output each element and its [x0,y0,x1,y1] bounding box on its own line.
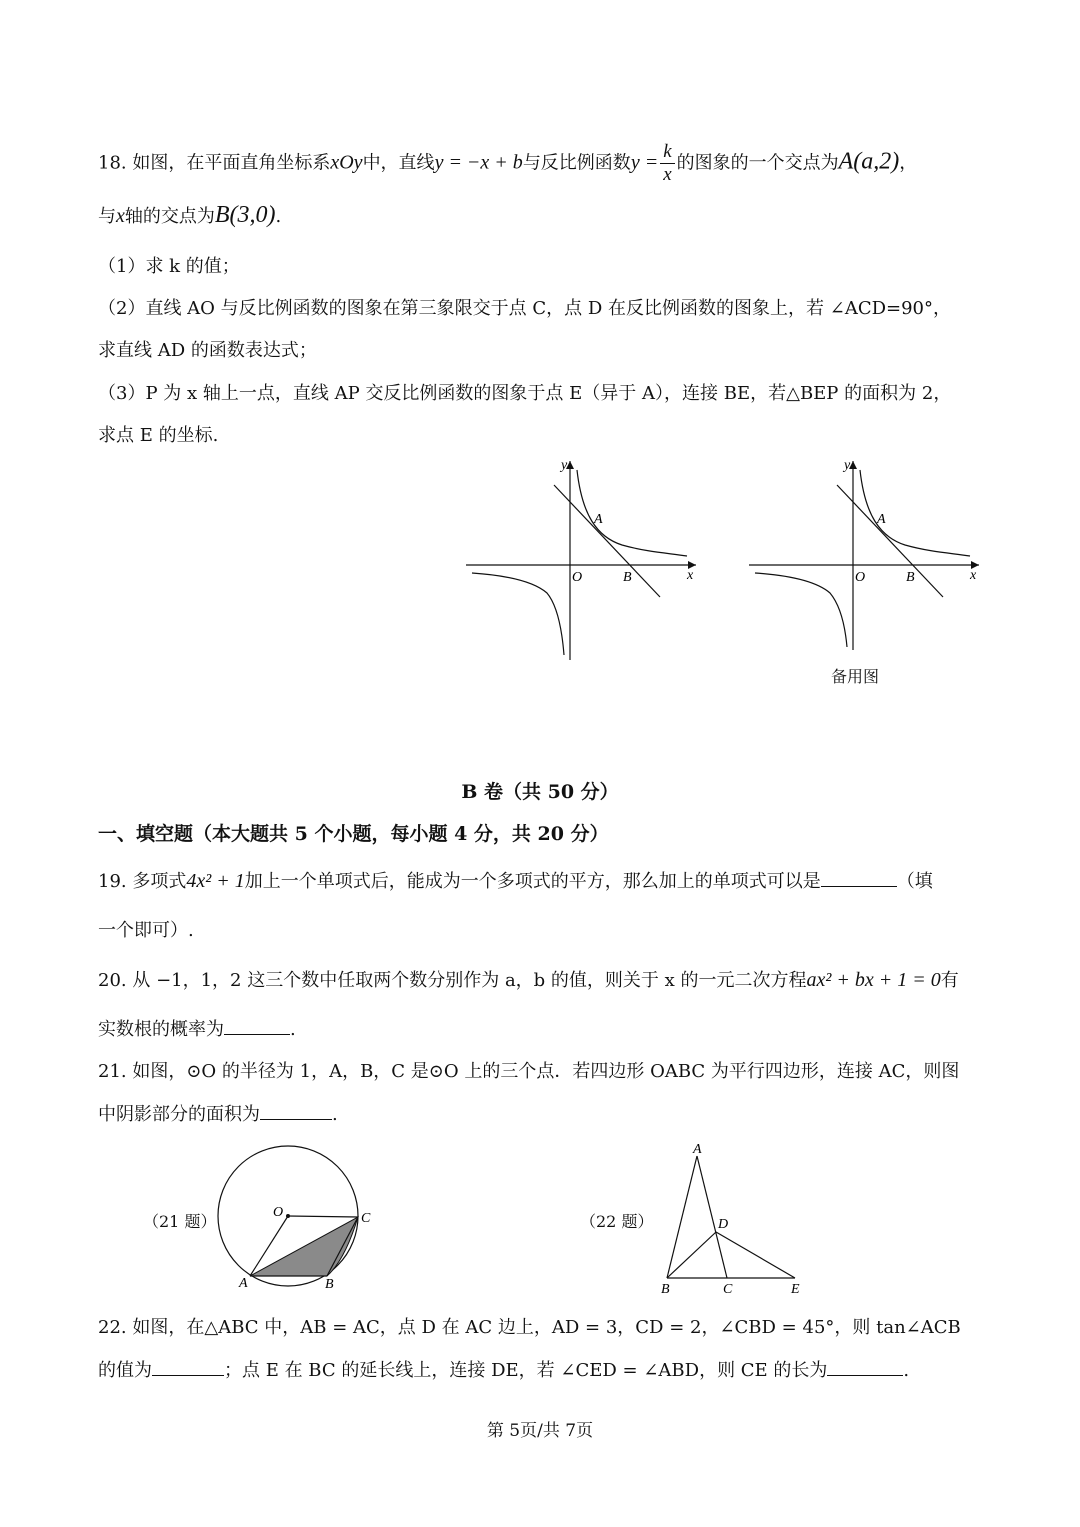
q18-sub3-line2: 求点 E 的坐标. [98,425,219,446]
point-D-label: D [718,1217,729,1232]
q18-sub3-line1: （3）P 为 x 轴上一点，直线 AP 交反比例函数的图象于点 E（异于 A），连接 BE，若△BEP 的面积为 2， [98,383,952,404]
q18-sub1: （1）求 k 的值； [98,256,240,277]
q18-graph-main [462,455,702,665]
x-axis-label: x [970,568,977,583]
page-footer: 第 5页/共 7页 [486,1421,594,1441]
vertex-B-label: B [661,1282,670,1297]
point-A-label: A [877,512,886,527]
point-B-label: B [325,1277,334,1292]
q22-triangle-figure [655,1138,815,1300]
answer-blank[interactable] [260,1101,332,1120]
q22-line1: 22. 如图，在△ABC 中，AB = AC，点 D 在 AC 边上，AD = 3，CD = 2，∠CBD = 45°，则 tan∠ACB [98,1317,961,1338]
vertex-C-label: C [723,1282,733,1297]
answer-blank-2[interactable] [827,1357,903,1376]
q22-caption: （22 题） [580,1212,654,1231]
point-E-label: E [791,1282,800,1297]
q21-circle-figure [205,1140,385,1300]
part-b-title: B 卷（共 50 分） [461,781,619,803]
x-axis-label: x [687,568,694,583]
origin-label: O [572,570,583,585]
backup-graph-caption: 备用图 [831,667,880,686]
q18-sub2-line2: 求直线 AD 的函数表达式； [98,340,317,361]
section-heading: 一、填空题（本大题共 5 个小题，每小题 4 分，共 20 分） [98,823,609,845]
q22-line2: 的值为 ；点 E 在 BC 的延长线上，连接 DE，若 ∠CED = ∠ABD，则 CE 的长为 . [98,1357,909,1384]
point-C-label: C [361,1211,371,1226]
q18-line1: 18. 如图，在平面直角坐标系xOy中，直线y = −x + b与反比例函数y = $\frac{k}{x}$ 的图象的一个交点为A(a,2)， [98,141,918,185]
point-A-label: A [594,512,603,527]
point-B-label: B [906,570,915,585]
point-B-label: B [623,570,632,585]
q19-line2: 一个即可）. [98,920,194,941]
q21-line1: 21. 如图，⊙O 的半径为 1，A，B，C 是⊙O 上的三个点．若四边形 OABC 为平行四边形，连接 AC，则图 [98,1061,960,1082]
y-axis-label: y [561,458,568,473]
origin-label: O [855,570,866,585]
q18-line2: 与x轴的交点为B(3,0). [98,202,282,228]
q20-line2: 实数根的概率为 . [98,1016,296,1043]
q18-graph-backup [745,455,985,655]
q19-line1: 19. 多项式4x² + 1加上一个单项式后，能成为一个多项式的平方，那么加上的单项式可以是 （填 [98,870,933,892]
q21-caption: （21 题） [143,1212,217,1231]
answer-blank-1[interactable] [152,1357,224,1376]
point-A-label: A [239,1276,248,1291]
answer-blank[interactable] [224,1016,290,1035]
vertex-A-label: A [693,1142,702,1157]
center-O-label: O [273,1205,284,1220]
y-axis-label: y [844,458,851,473]
q18-sub2-line1: （2）直线 AO 与反比例函数的图象在第三象限交于点 C，点 D 在反比例函数的图象上，若 ∠ACD=90°， [98,298,952,319]
k-over-x-fraction: $\frac{k}{x}$ [660,141,674,186]
answer-blank[interactable] [821,868,897,887]
q21-line2: 中阴影部分的面积为 . [98,1101,338,1128]
q20-line1: 20. 从 −1，1，2 这三个数中任取两个数分别作为 a，b 的值，则关于 x 的一元二次方程ax² + bx + 1 = 0有 [98,969,959,991]
